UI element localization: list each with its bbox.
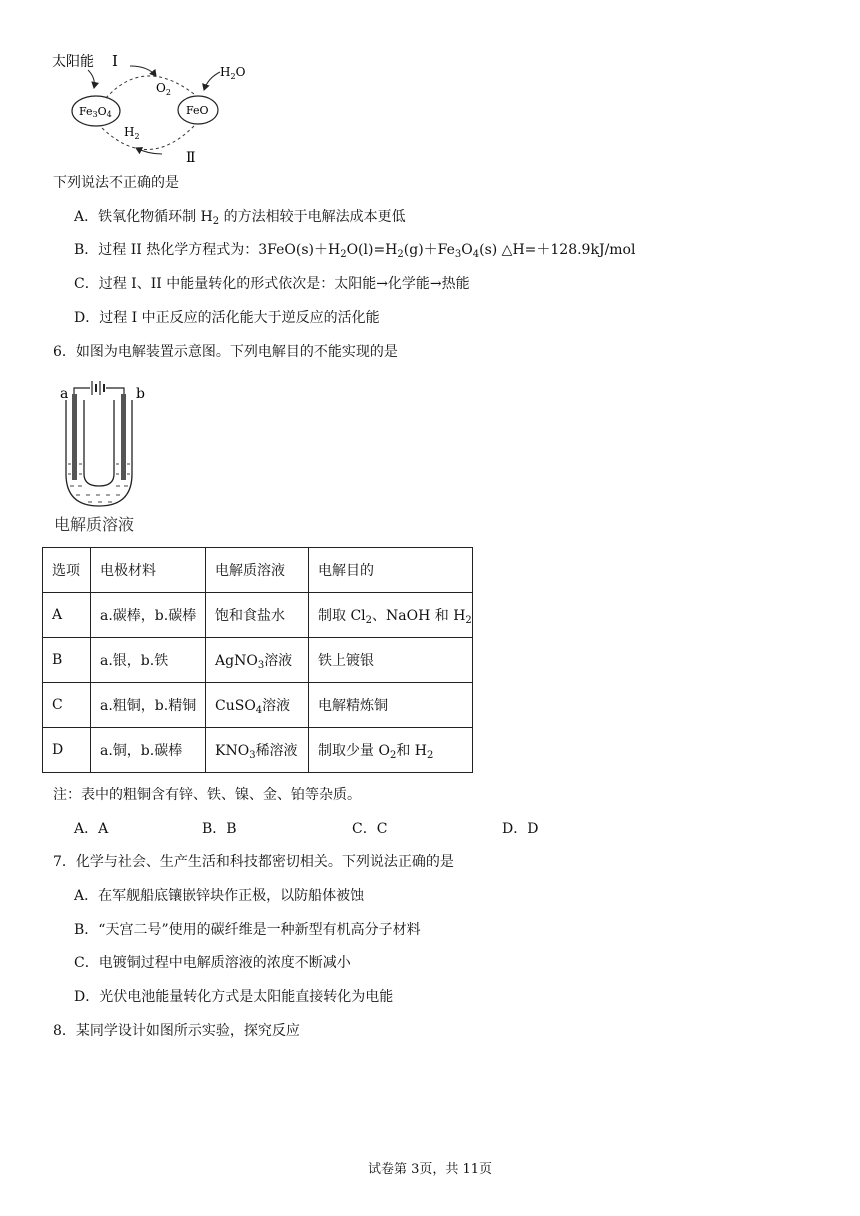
table-cell: 制取 $Cl_2$、NaOH 和 $H_2$ [309,593,473,638]
electrode-a [72,394,77,480]
q5-option-d: D．过程 I 中正反应的活化能大于逆反应的活化能 [74,310,380,326]
table-cell: AgNO$_3$溶液 [206,638,309,683]
q7-option-a: A．在军舰船底镶嵌锌块作正极，以防船体被蚀 [74,888,365,904]
table-cell: B [43,638,91,683]
table-cell: a.粗铜，b.精铜 [91,683,206,728]
h2-label: $H_2$ [124,125,140,141]
q5-option-c: C．过程 I、II 中能量转化的形式依次是：太阳能→化学能→热能 [74,276,470,292]
table-cell: CuSO$_4$溶液 [206,683,309,728]
q5-stem: 下列说法不正确的是 [53,175,179,191]
table-cell: 铁上镀银 [309,638,473,683]
o2-release-arrow [130,66,156,76]
table-header: 电解质溶液 [206,548,309,593]
solar-energy-label: 太阳能 [52,54,94,70]
table-cell: 饱和食盐水 [206,593,309,638]
q5-option-a: A．铁氧化物循环制 $H_2$ 的方法相较于电解法成本更低 [74,209,406,227]
page-footer: 试卷第 3页，共 11页 [367,1162,493,1177]
q7-option-c: C．电镀铜过程中电解质溶液的浓度不断减小 [74,955,351,971]
step-one-label: I [112,52,118,70]
table-cell: a.银，b.铁 [91,638,206,683]
solution-fill [68,464,130,502]
q6-choice-c: C．C [352,821,388,837]
table-header: 电极材料 [91,548,206,593]
iron-oxide-cycle-diagram [44,50,264,170]
circuit-wire [74,388,124,394]
table-cell: $KNO_3$稀溶液 [206,728,309,773]
electrode-b [121,394,126,480]
solar-arrow [88,70,94,88]
electrode-b-label: b [136,386,145,402]
q6-choice-b: B．B [202,821,237,837]
q6-stem: 6．如图为电解装置示意图。下列电解目的不能实现的是 [53,344,398,360]
o2-label: $O_2$ [156,81,171,97]
q7-option-b: B．“天宫二号”使用的碳纤维是一种新型有机高分子材料 [74,922,421,938]
q6-note: 注：表中的粗铜含有锌、铁、镍、金、铂等杂质。 [53,787,361,803]
table-cell: A [43,593,91,638]
table-cell: D [43,728,91,773]
table-row [43,683,473,728]
feo-label: FeO [186,104,209,117]
q6-choice-d: D．D [502,821,539,837]
electrode-a-label: a [60,386,69,402]
table-header: 选项 [43,548,91,593]
forward-arc [106,76,194,98]
table-cell: C [43,683,91,728]
h2o-arrow [204,72,220,90]
table-cell: a.铜，b.碳棒 [91,728,206,773]
reverse-arc [102,126,194,150]
electrolysis-apparatus [52,378,152,538]
step-two-label: Ⅱ [186,150,196,166]
table-cell: 电解精炼铜 [309,683,473,728]
fe3o4-label: Fe3O4 [79,105,112,119]
q5-option-b: B．过程 II 热化学方程式为：$3FeO(s)+H_2O(l)=H_2(g)+Fe_3O_4(s)$ △H=＋128.9kJ/mol [74,242,636,260]
table-row [43,638,473,683]
table-row [43,728,473,773]
table-row [43,593,473,638]
table-header-row [43,548,473,593]
u-tube-inner [84,400,114,486]
q7-stem: 7．化学与社会、生产生活和科技都密切相关。下列说法正确的是 [53,854,454,870]
q7-option-d: D．光伏电池能量转化方式是太阳能直接转化为电能 [74,989,394,1005]
electrolysis-options-table [42,547,473,773]
table-cell: a.碳棒，b.碳棒 [91,593,206,638]
q8-stem: 8．某同学设计如图所示实验，探究反应 [53,1023,300,1039]
q6-choice-a: A．A [74,821,109,837]
h2o-label: $H_2O$ [220,65,246,81]
table-cell: 制取少量 $O_2$和 $H_2$ [309,728,473,773]
table-header: 电解目的 [309,548,473,593]
electrolyte-caption: 电解质溶液 [54,515,135,534]
